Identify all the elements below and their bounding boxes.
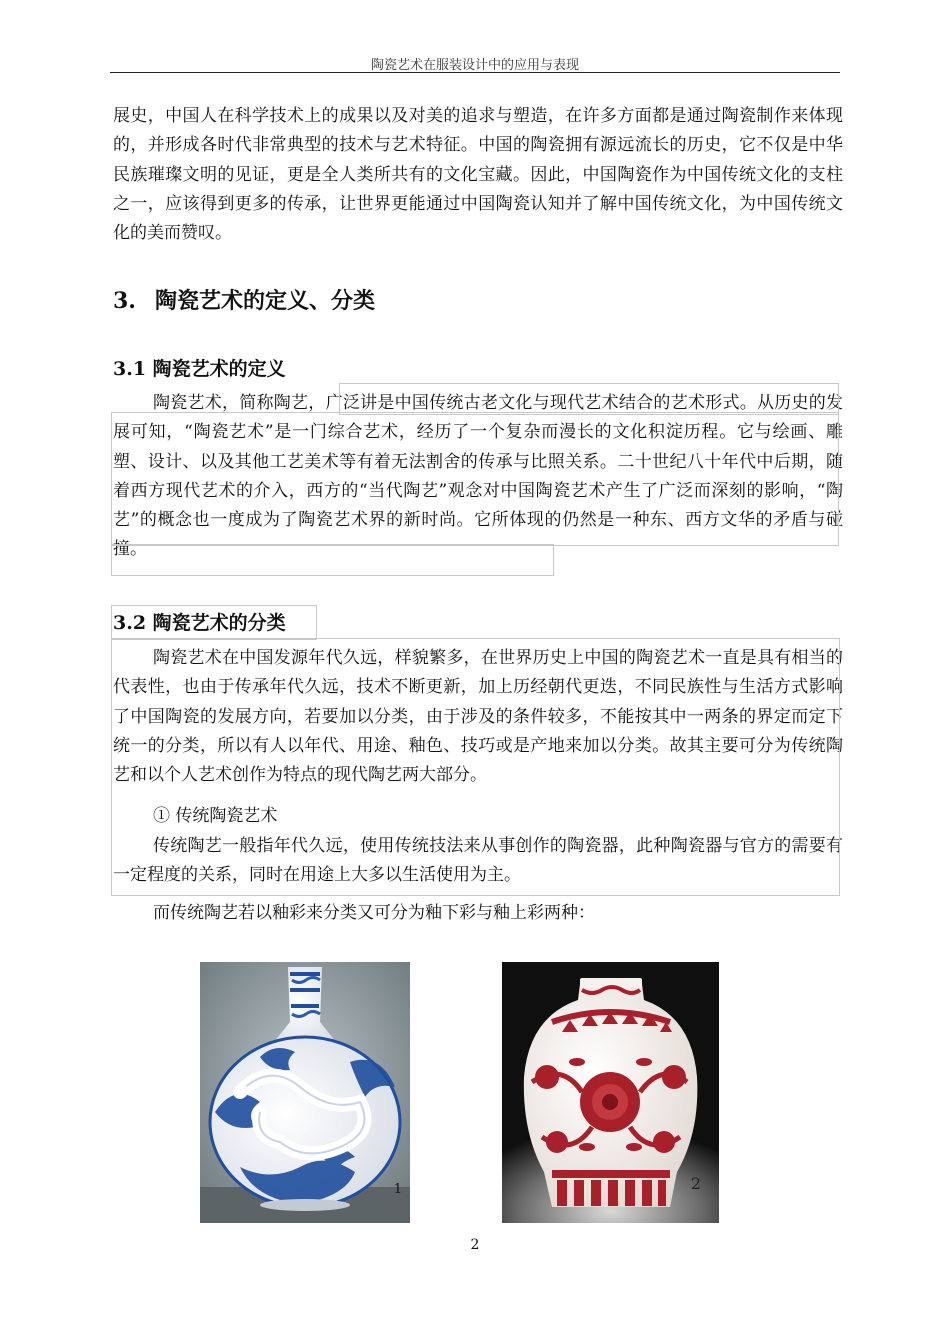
subsection-heading-definition: 3.1 陶瓷艺术的定义 <box>113 358 286 380</box>
figure-red-glaze-jar <box>502 962 719 1223</box>
figure-number: 1 <box>393 1182 402 1197</box>
traditional-ceramics-item-title: ① 传统陶瓷艺术 <box>153 806 278 826</box>
header-rule <box>110 72 840 73</box>
glaze-classification-paragraph: 而传统陶艺若以釉彩来分类又可分为釉下彩与釉上彩两种： <box>153 903 595 923</box>
figure-blue-white-flask <box>200 962 410 1223</box>
definition-paragraph: 陶瓷艺术，简称陶艺，广泛讲是中国传统古老文化与现代艺术结合的艺术形式。从历史的发展可知，“陶瓷艺术”是一门综合艺术，经历了一个复杂而漫长的文化积淀历程。它与绘画、雕塑、设计、以及其他工艺美术等有着无法割舍的传承与比照关系。二十世纪八十年代中后期，随着西方现代艺术的介入，西方的“当代陶艺”观念对中国陶瓷艺术产生了广泛而深刻的影响，“陶艺”的概念也一度成为了陶瓷艺术界的新时尚。它所体现的仍然是一种东、西方文华的矛盾与碰撞。 <box>113 393 843 560</box>
intro-paragraph: 展史，中国人在科学技术上的成果以及对美的追求与塑造，在许多方面都是通过陶瓷制作来体现的，并形成各时代非常典型的技术与艺术特征。中国的陶瓷拥有源远流长的历史，它不仅是中华民族璀璨文明的见证，更是全人类所共有的文化宝藏。因此，中国陶瓷作为中国传统文化的支柱之一，应该得到更多的传承，让世界更能通过中国陶瓷认知并了解中国传统文化，为中国传统文化的美而赞叹。 <box>113 106 843 244</box>
traditional-ceramics-paragraph: 传统陶艺一般指年代久远，使用传统技法来从事创作的陶瓷器，此种陶瓷器与官方的需要有一定程度的关系，同时在用途上大多以生活使用为主。 <box>113 836 843 886</box>
classification-paragraph: 陶瓷艺术在中国发源年代久远，样貌繁多，在世界历史上中国的陶瓷艺术一直是具有相当的代表性，也由于传承年代久远，技术不断更新，加上历经朝代更迭，不同民族性与生活方式影响了中国陶瓷的发展方向，若要加以分类，由于涉及的条件较多，不能按其中一两条的界定而定下统一的分类，所以有人以年代、用途、釉色、技巧或是产地来加以分类。故其主要可分为传统陶艺和以个人艺术创作为特点的现代陶艺两大部分。 <box>113 648 843 786</box>
running-header: 陶瓷艺术在服装设计中的应用与表现 <box>370 58 579 73</box>
blue-white-flask-image <box>200 962 410 1223</box>
section-title: 陶瓷艺术的定义、分类 <box>155 288 376 314</box>
figure-number: 2 <box>690 1174 701 1193</box>
section-number: 3. <box>113 288 136 314</box>
section-heading <box>113 286 375 316</box>
red-glaze-jar-image <box>502 962 719 1223</box>
subsection-heading-classification: 3.2 陶瓷艺术的分类 <box>113 612 286 634</box>
page-number: 2 <box>470 1237 480 1253</box>
